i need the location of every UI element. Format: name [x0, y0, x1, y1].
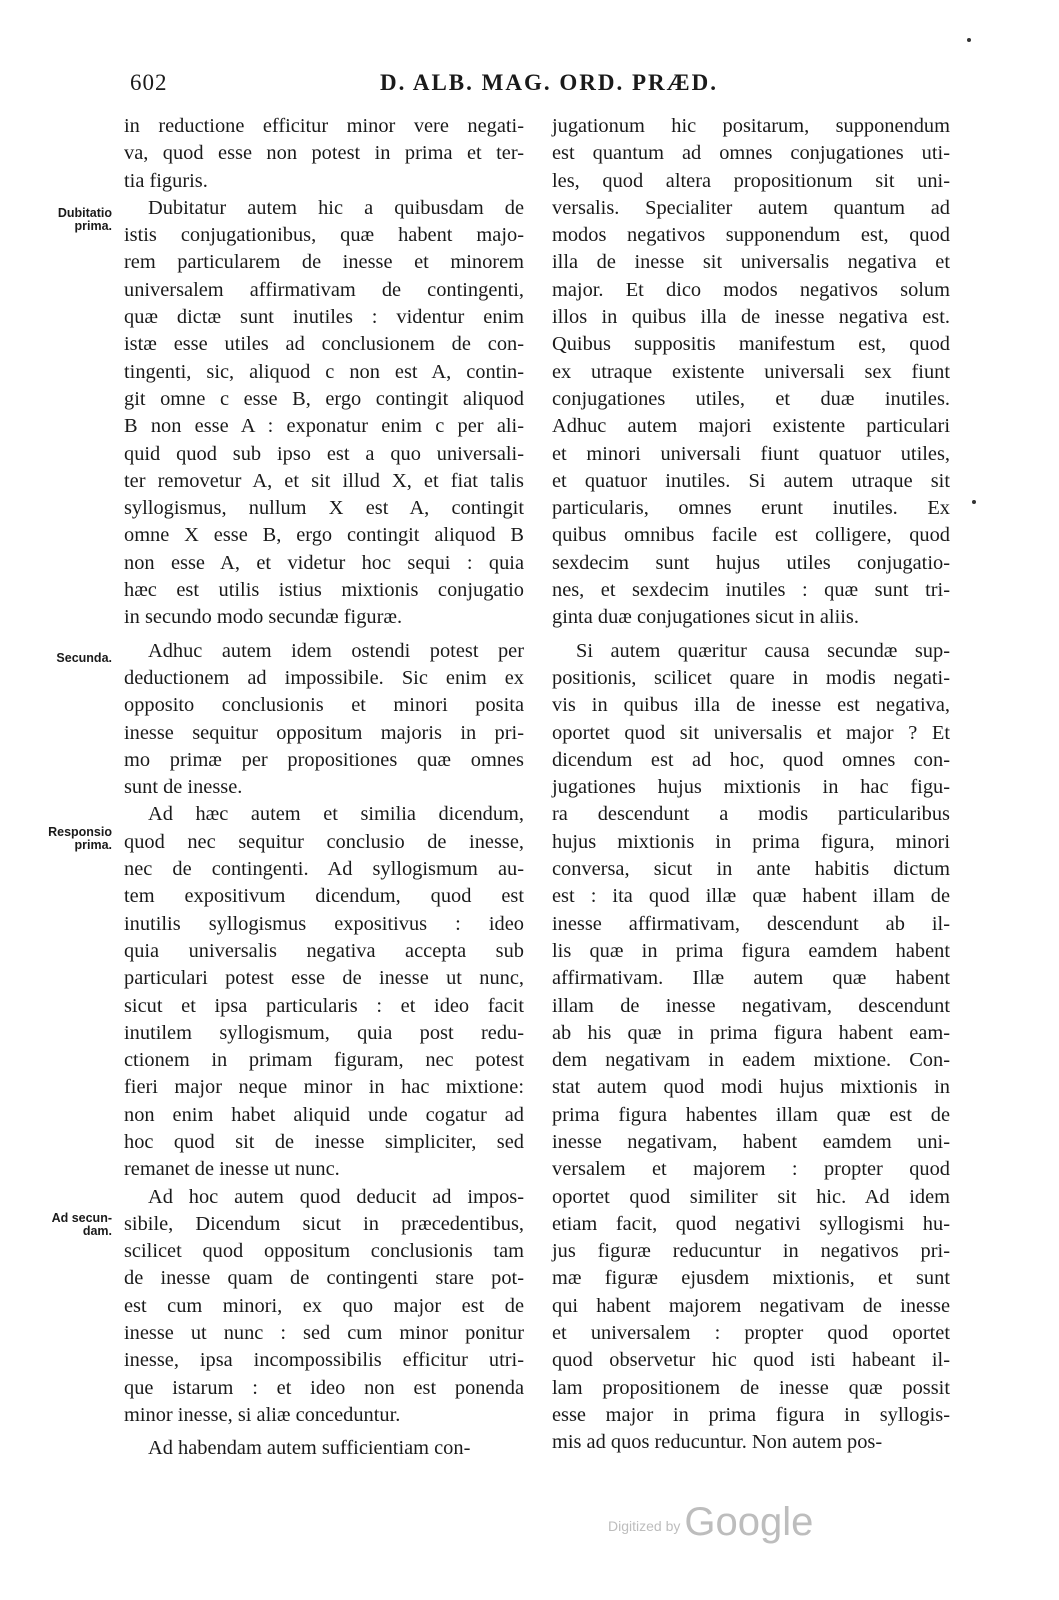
text-line: stat autem quod modi hujus mixtionis in [552, 1076, 950, 1099]
text-line: non esse A, et videtur hoc sequi : quia [124, 551, 524, 574]
text-line: dem negativam in eadem mixtione. Con- [552, 1049, 950, 1072]
text-line: et minori universali fiunt quatuor utiles, [552, 442, 950, 465]
google-logo: Google [684, 1500, 814, 1544]
text-line: positionis, scilicet quare in modis negati- [552, 666, 950, 689]
text-line: est quantum ad omnes conjugationes uti- [552, 142, 950, 165]
text-line: ab his quæ in prima figura habent eam- [552, 1021, 950, 1044]
margin-note-text: Dubitatio prima. [57, 206, 112, 233]
text-line: inutilem syllogismum, quia post redu- [124, 1021, 524, 1044]
text-line: jugationes hujus mixtionis in hac figu- [552, 776, 950, 799]
text-line: ex utraque existente universali sex fiunt [552, 360, 950, 383]
text-line: jus figuræ reducuntur in negativos pri- [552, 1240, 950, 1263]
text-line: Ad habendam autem sufficientiam con- [148, 1437, 471, 1460]
text-line: mis ad quos reducuntur. Non autem pos- [552, 1431, 883, 1454]
page-header [0, 70, 1059, 110]
text-line: quæ dictæ sunt inutiles : videntur enim [124, 306, 524, 329]
text-line: Dubitatur autem hic a quibusdam de [148, 196, 524, 219]
text-line: oportet quod sit universalis et major ? Et [552, 721, 950, 744]
text-line: versalis. Specialiter autem quantum ad [552, 196, 950, 219]
text-line: inesse, ipsa incompossibilis efficitur utri- [124, 1349, 524, 1372]
text-line: modos negativos supponendum est, quod [552, 224, 950, 247]
text-line: in reductione efficitur minor vere negati- [124, 115, 524, 137]
margin-note-responsio [32, 826, 112, 852]
text-line: Adhuc autem idem ostendi potest per [148, 639, 524, 662]
text-line: hoc quod sit de inesse simpliciter, sed [124, 1130, 524, 1153]
text-line: minor inesse, si aliæ conceduntur. [124, 1403, 401, 1426]
right-column [552, 113, 950, 1457]
speck [967, 38, 971, 42]
text-line: tem expositivum dicendum, quod est [124, 885, 524, 908]
text-line: in secundo modo secundæ figuræ. [124, 606, 403, 629]
text-line: jugationum hic positarum, supponendum [552, 115, 950, 137]
margin-note-text: Ad secun- dam. [51, 1211, 112, 1238]
text-line: ra descendunt a modis particularibus [552, 803, 950, 826]
text-line: illam de inesse negativam, descendunt [552, 994, 950, 1017]
text-line: tia figuris. [124, 169, 208, 192]
text-line: nes, et sexdecim inutiles : quæ sunt tri- [552, 579, 950, 602]
margin-note-ad-secundam [32, 1212, 112, 1238]
text-line: est cum minori, ex quo major est de [124, 1294, 524, 1317]
digitized-watermark [608, 1500, 813, 1545]
text-line: particularis, omnes erunt inutiles. Ex [552, 497, 950, 520]
running-title: D. ALB. MAG. ORD. PRÆD. [380, 70, 718, 95]
left-column [124, 113, 524, 1463]
page-number: 602 [130, 70, 168, 95]
text-line: et quatuor inutiles. Si autem utraque sit [552, 469, 950, 492]
text-line: conversa, sicut in ante habitis dictum [552, 858, 950, 881]
text-line: syllogismus, nullum X est A, contingit [124, 497, 524, 520]
text-line: deductionem ad impossibile. Sic enim ex [124, 666, 524, 689]
text-line: lam propositionem de inesse quæ possit [552, 1376, 950, 1399]
text-line: ctionem in primam figuram, nec potest [124, 1049, 524, 1072]
text-line: va, quod esse non potest in prima et ter- [124, 142, 524, 165]
text-line: sexdecim sunt hujus utiles conjugatio- [552, 551, 950, 574]
text-line: illa de inesse sit universalis negativa et [552, 251, 950, 274]
text-line: de inesse quam de contingenti stare pot- [124, 1267, 524, 1290]
watermark-small-text: Digitized by [608, 1518, 681, 1534]
text-line: sicut et ipsa particularis : et ideo facit [124, 994, 524, 1017]
text-line: sibile, Dicendum sicut in præcedentibus, [124, 1212, 524, 1235]
text-line: universalem affirmativam de contingenti, [124, 278, 524, 301]
margin-note-secunda [32, 652, 112, 665]
text-line: quia universalis negativa accepta sub [124, 939, 524, 962]
text-line: inesse affirmativam, descendunt ab il- [552, 912, 950, 935]
text-line: Si autem quæritur causa secundæ sup- [576, 639, 950, 662]
text-line: opposito conclusionis et minori posita [124, 694, 524, 717]
text-line: qui habent majorem negativam de inesse [552, 1294, 950, 1317]
text-line: versalem et majorem : propter quod [552, 1158, 950, 1181]
text-line: inesse negativam, habent eamdem uni- [552, 1130, 950, 1153]
text-line: omne X esse B, ergo contingit aliquod B [124, 524, 524, 547]
text-line: remanet de inesse ut nunc. [124, 1158, 340, 1181]
text-line: lis quæ in prima figura eamdem habent [552, 939, 950, 962]
text-line: oportet quod similiter sit hic. Ad idem [552, 1185, 950, 1208]
text-line: affirmativam. Illæ autem quæ habent [552, 967, 950, 990]
text-line: mæ figuræ ejusdem mixtionis, et sunt [552, 1267, 950, 1290]
text-line: Quibus suppositis manifestum est, quod [552, 333, 950, 356]
text-line: rem particularem de inesse et minorem [124, 251, 524, 274]
text-line: dicendum est ad hoc, quod omnes con- [552, 748, 950, 771]
margin-note-text: Secunda. [56, 651, 112, 665]
speck [972, 500, 976, 504]
text-line: sunt de inesse. [124, 776, 243, 799]
text-line: quibus omnibus facile est colligere, quod [552, 524, 950, 547]
text-line: prima figura habentes illam quæ est de [552, 1103, 950, 1126]
text-line: quod observetur hic quod isti habeant il- [552, 1349, 950, 1372]
text-line: non enim habet aliquid unde cogatur ad [124, 1103, 524, 1126]
text-line: Adhuc autem majori existente particulari [552, 415, 950, 438]
text-line: et universalem : propter quod oportet [552, 1322, 950, 1345]
text-line: ginta duæ conjugationes sicut in aliis. [552, 606, 859, 629]
text-line: que istarum : et ideo non est ponenda [124, 1376, 524, 1399]
text-line: particulari potest esse de inesse ut nunc, [124, 967, 524, 990]
text-line: Ad hoc autem quod deducit ad impos- [148, 1185, 524, 1208]
text-line: scilicet quod oppositum conclusionis tam [124, 1240, 524, 1263]
text-line: vis in quibus illa de inesse est negativa, [552, 694, 950, 717]
text-line: hujus mixtionis in prima figura, minori [552, 830, 950, 853]
text-line: etiam facit, quod negativi syllogismi hu- [552, 1212, 950, 1235]
text-line: B non esse A : exponatur enim c per ali- [124, 415, 524, 438]
text-line: quod nec sequitur conclusio de inesse, [124, 830, 524, 853]
text-line: hæc est utilis istius mixtionis conjugatio [124, 579, 524, 602]
text-line: git omne c esse B, ergo contingit aliquod [124, 387, 524, 410]
text-line: inesse sequitur oppositum majoris in pri- [124, 721, 524, 744]
text-line: istæ esse utiles ad conclusionem de con- [124, 333, 524, 356]
text-line: fieri major neque minor in hac mixtione: [124, 1076, 524, 1099]
margin-note-dubitatio [32, 207, 112, 233]
text-line: tingenti, sic, aliquod c non est A, contin- [124, 360, 524, 383]
text-line: esse major in prima figura in syllogis- [552, 1403, 950, 1426]
text-line: Ad hæc autem et similia dicendum, [148, 803, 524, 826]
text-line: ter removetur A, et sit illud X, et fiat talis [124, 469, 524, 492]
text-line: inesse ut nunc : sed cum minor ponitur [124, 1322, 524, 1345]
margin-note-text: Responsio prima. [48, 825, 112, 852]
text-line: est : ita quod illæ quæ habent illam de [552, 885, 950, 908]
text-line: nec de contingenti. Ad syllogismum au- [124, 858, 524, 881]
text-line: inutilis syllogismus expositivus : ideo [124, 912, 524, 935]
text-line: illos in quibus illa de inesse negativa est. [552, 306, 950, 329]
text-line: mo primæ per propositiones quæ omnes [124, 748, 524, 771]
text-line: conjugationes utiles, et duæ inutiles. [552, 387, 950, 410]
text-line: istis conjugationibus, quæ habent majo- [124, 224, 524, 247]
text-line: quid quod sub ipso est a quo universali- [124, 442, 524, 465]
text-line: les, quod altera propositionum sit uni- [552, 169, 950, 192]
text-line: major. Et dico modos negativos solum [552, 278, 950, 301]
